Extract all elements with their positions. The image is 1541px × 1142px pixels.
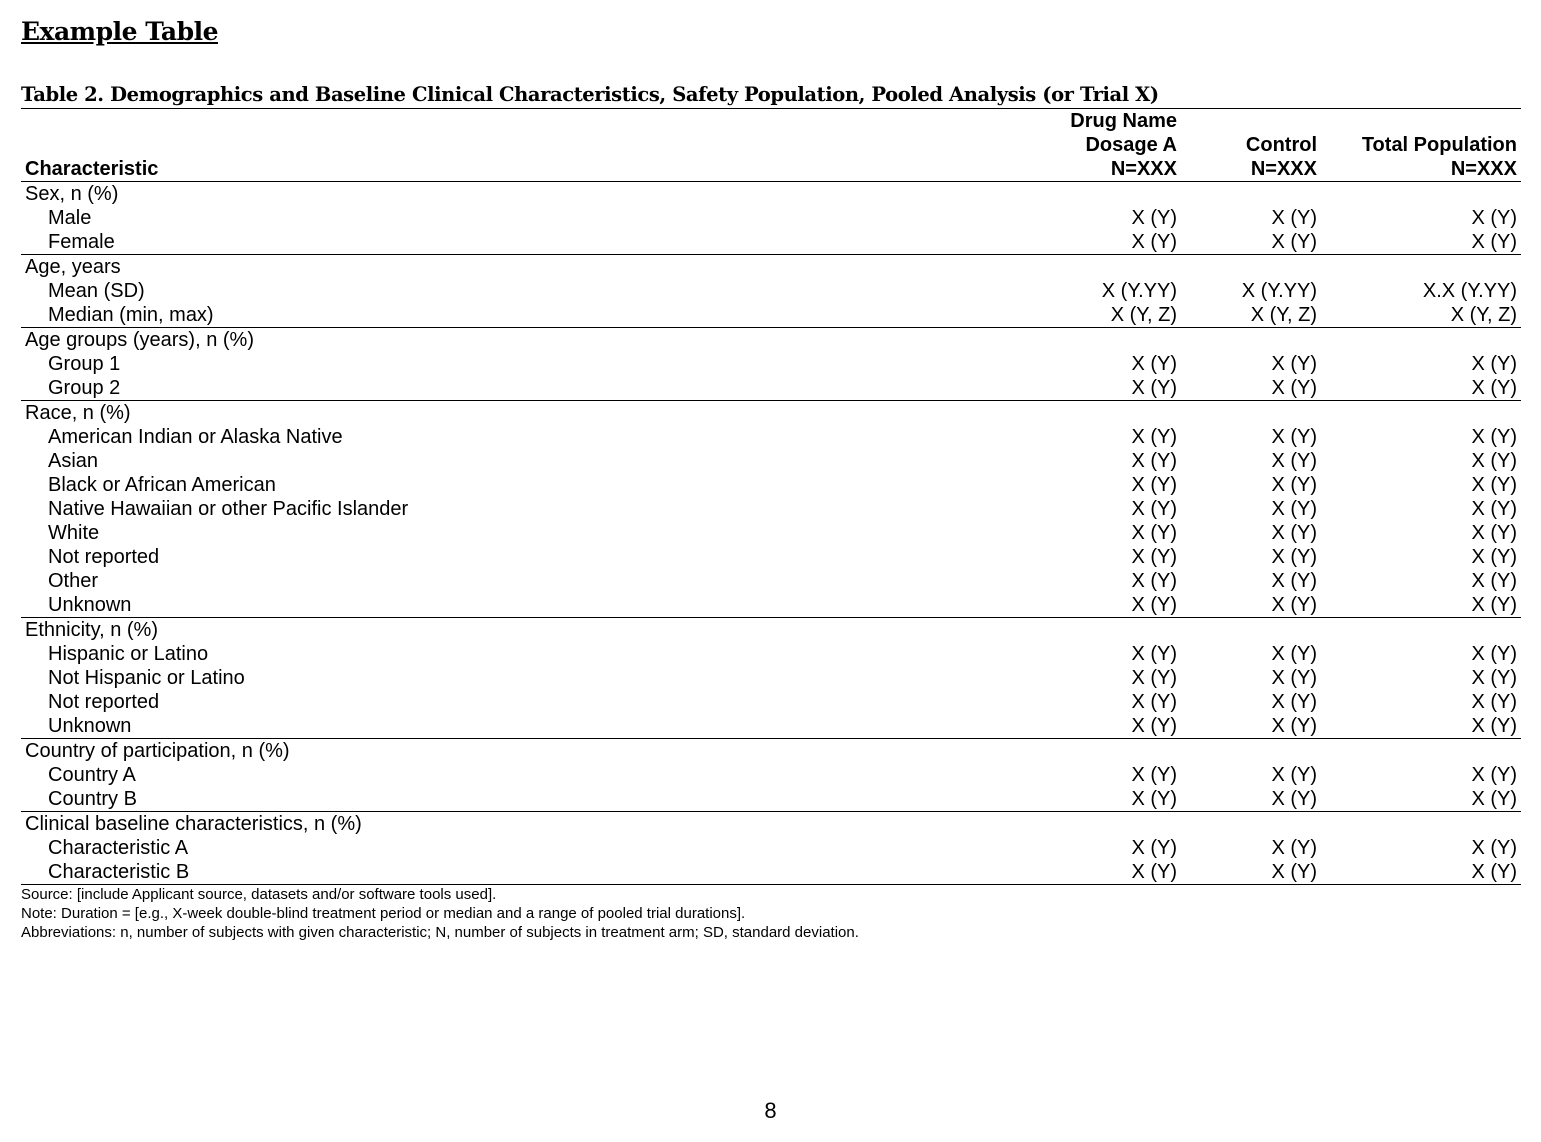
- cell-total: X (Y): [1471, 546, 1517, 568]
- cell-drug: X (Y): [1131, 691, 1177, 713]
- row-label: Not Hispanic or Latino: [48, 667, 245, 689]
- table-row: [21, 714, 1521, 739]
- cell-total: X (Y): [1471, 570, 1517, 592]
- cell-drug: X (Y.YY): [1101, 280, 1177, 302]
- duration-note: Note: Duration = [e.g., X-week double-blind treatment period or median and a range of pooled trial durations].: [21, 905, 746, 922]
- cell-drug: X (Y): [1131, 715, 1177, 737]
- row-label: White: [48, 522, 100, 544]
- table-row: [21, 473, 1521, 497]
- group-label: Clinical baseline characteristics, n (%): [25, 813, 362, 835]
- table-row: [21, 763, 1521, 787]
- group-header-row: [21, 255, 1521, 280]
- cell-control: X (Y): [1271, 207, 1317, 229]
- header-total: [1321, 109, 1521, 182]
- group-header-row: [21, 812, 1521, 837]
- cell-control: X (Y): [1271, 570, 1317, 592]
- cell-control: X (Y): [1271, 353, 1317, 375]
- table-row: [21, 836, 1521, 860]
- row-label: Male: [48, 207, 92, 229]
- document-page: [21, 14, 1521, 942]
- cell-control: X (Y): [1271, 643, 1317, 665]
- document-heading: Example Table: [21, 17, 218, 46]
- row-label: Country A: [48, 764, 136, 786]
- row-label: Native Hawaiian or other Pacific Islander: [48, 498, 409, 520]
- row-label: Other: [48, 570, 99, 592]
- table-row: [21, 593, 1521, 618]
- table-row: [21, 449, 1521, 473]
- row-label: Unknown: [48, 715, 132, 737]
- row-label: Characteristic B: [48, 861, 190, 883]
- table-row: [21, 376, 1521, 401]
- cell-total: X.X (Y.YY): [1422, 280, 1517, 302]
- group-label: Age groups (years), n (%): [25, 329, 254, 351]
- cell-drug: X (Y): [1131, 570, 1177, 592]
- header-total-line-2: N=XXX: [1450, 158, 1517, 180]
- table-group: [21, 255, 1521, 328]
- table-row: [21, 352, 1521, 376]
- cell-total: X (Y): [1471, 522, 1517, 544]
- table-notes: [21, 885, 1521, 942]
- group-label: Sex, n (%): [25, 183, 119, 205]
- table-row: [21, 279, 1521, 303]
- row-label: Group 2: [48, 377, 121, 399]
- cell-total: X (Y): [1471, 594, 1517, 616]
- cell-control: X (Y): [1271, 594, 1317, 616]
- cell-control: X (Y): [1271, 522, 1317, 544]
- cell-total: X (Y): [1471, 207, 1517, 229]
- row-label: Unknown: [48, 594, 132, 616]
- cell-total: X (Y): [1471, 667, 1517, 689]
- row-label: Group 1: [48, 353, 121, 375]
- cell-control: X (Y.YY): [1241, 280, 1317, 302]
- row-label: Not reported: [48, 691, 160, 713]
- group-label: Age, years: [25, 256, 121, 278]
- group-header-row: [21, 618, 1521, 643]
- cell-total: X (Y): [1471, 498, 1517, 520]
- row-label: Median (min, max): [48, 304, 214, 326]
- cell-drug: X (Y): [1131, 788, 1177, 810]
- table-row: [21, 545, 1521, 569]
- cell-drug: X (Y): [1131, 207, 1177, 229]
- table-group: [21, 618, 1521, 739]
- cell-drug: X (Y): [1131, 522, 1177, 544]
- cell-control: X (Y): [1271, 426, 1317, 448]
- table-group: [21, 401, 1521, 618]
- table-group: [21, 812, 1521, 885]
- cell-control: X (Y): [1271, 667, 1317, 689]
- row-label: Country B: [48, 788, 137, 810]
- row-label: Asian: [48, 450, 99, 472]
- cell-drug: X (Y): [1131, 594, 1177, 616]
- cell-drug: X (Y): [1131, 426, 1177, 448]
- cell-total: X (Y): [1471, 377, 1517, 399]
- cell-total: X (Y): [1471, 426, 1517, 448]
- cell-control: X (Y): [1271, 837, 1317, 859]
- table-row: [21, 206, 1521, 230]
- table-row: [21, 642, 1521, 666]
- cell-total: X (Y): [1471, 837, 1517, 859]
- table-row: [21, 303, 1521, 328]
- row-label: Female: [48, 231, 115, 253]
- cell-total: X (Y): [1471, 764, 1517, 786]
- cell-drug: X (Y): [1131, 231, 1177, 253]
- table-group: [21, 739, 1521, 812]
- group-header-row: [21, 401, 1521, 426]
- cell-total: X (Y): [1471, 231, 1517, 253]
- header-control: [1181, 109, 1321, 182]
- cell-total: X (Y): [1471, 353, 1517, 375]
- cell-total: X (Y): [1471, 715, 1517, 737]
- header-drug-line-1: Drug Name: [1070, 110, 1177, 132]
- cell-drug: X (Y): [1131, 861, 1177, 883]
- group-header-row: [21, 328, 1521, 353]
- cell-drug: X (Y): [1131, 764, 1177, 786]
- table-row: [21, 521, 1521, 545]
- header-total-line-1: Total Population: [1361, 134, 1517, 156]
- source-note: Source: [include Applicant source, datasets and/or software tools used].: [21, 886, 497, 903]
- table-row: [21, 425, 1521, 449]
- header-drug: [1061, 109, 1181, 182]
- cell-control: X (Y): [1271, 546, 1317, 568]
- group-label: Ethnicity, n (%): [25, 619, 158, 641]
- header-drug-line-3: N=XXX: [1110, 158, 1177, 180]
- cell-drug: X (Y): [1131, 377, 1177, 399]
- table-group: [21, 182, 1521, 255]
- demographics-table: [21, 108, 1521, 885]
- page-number: 8: [764, 1098, 777, 1123]
- row-label: Mean (SD): [48, 280, 145, 302]
- row-label: American Indian or Alaska Native: [48, 426, 343, 448]
- table-group: [21, 328, 1521, 401]
- cell-control: X (Y): [1271, 764, 1317, 786]
- group-label: Race, n (%): [25, 402, 131, 424]
- cell-drug: X (Y): [1131, 474, 1177, 496]
- cell-drug: X (Y): [1131, 643, 1177, 665]
- group-header-row: [21, 739, 1521, 764]
- cell-control: X (Y): [1271, 691, 1317, 713]
- cell-control: X (Y): [1271, 450, 1317, 472]
- cell-drug: X (Y): [1131, 353, 1177, 375]
- table-row: [21, 787, 1521, 812]
- cell-control: X (Y): [1271, 715, 1317, 737]
- abbreviations-note: Abbreviations: n, number of subjects with given characteristic; N, number of subjects in treatment arm; SD, standard deviation.: [21, 924, 859, 941]
- row-label: Not reported: [48, 546, 160, 568]
- row-label: Characteristic A: [48, 837, 189, 859]
- cell-control: X (Y): [1271, 231, 1317, 253]
- table-row: [21, 569, 1521, 593]
- cell-drug: X (Y, Z): [1110, 304, 1177, 326]
- cell-total: X (Y): [1471, 643, 1517, 665]
- header-control-line-2: N=XXX: [1250, 158, 1317, 180]
- cell-control: X (Y): [1271, 498, 1317, 520]
- cell-total: X (Y): [1471, 474, 1517, 496]
- table-row: [21, 666, 1521, 690]
- cell-drug: X (Y): [1131, 546, 1177, 568]
- table-row: [21, 497, 1521, 521]
- table-row: [21, 690, 1521, 714]
- cell-control: X (Y): [1271, 861, 1317, 883]
- table-row: [21, 860, 1521, 885]
- cell-total: X (Y): [1471, 788, 1517, 810]
- cell-control: X (Y): [1271, 474, 1317, 496]
- cell-drug: X (Y): [1131, 837, 1177, 859]
- table-row: [21, 230, 1521, 255]
- group-label: Country of participation, n (%): [25, 740, 290, 762]
- cell-total: X (Y): [1471, 450, 1517, 472]
- cell-control: X (Y): [1271, 788, 1317, 810]
- cell-drug: X (Y): [1131, 450, 1177, 472]
- row-label: Hispanic or Latino: [48, 643, 209, 665]
- cell-total: X (Y): [1471, 861, 1517, 883]
- group-header-row: [21, 182, 1521, 207]
- cell-total: X (Y, Z): [1450, 304, 1517, 326]
- cell-drug: X (Y): [1131, 498, 1177, 520]
- cell-control: X (Y): [1271, 377, 1317, 399]
- table-header: [21, 109, 1521, 182]
- header-control-line-1: Control: [1245, 134, 1317, 156]
- cell-control: X (Y, Z): [1250, 304, 1317, 326]
- table-caption: Table 2. Demographics and Baseline Clinical Characteristics, Safety Population, Pooled Analysis (or Trial X): [21, 83, 1159, 106]
- row-label: Black or African American: [48, 474, 276, 496]
- header-drug-line-2: Dosage A: [1085, 134, 1177, 156]
- cell-drug: X (Y): [1131, 667, 1177, 689]
- cell-total: X (Y): [1471, 691, 1517, 713]
- header-characteristic: Characteristic: [25, 158, 159, 180]
